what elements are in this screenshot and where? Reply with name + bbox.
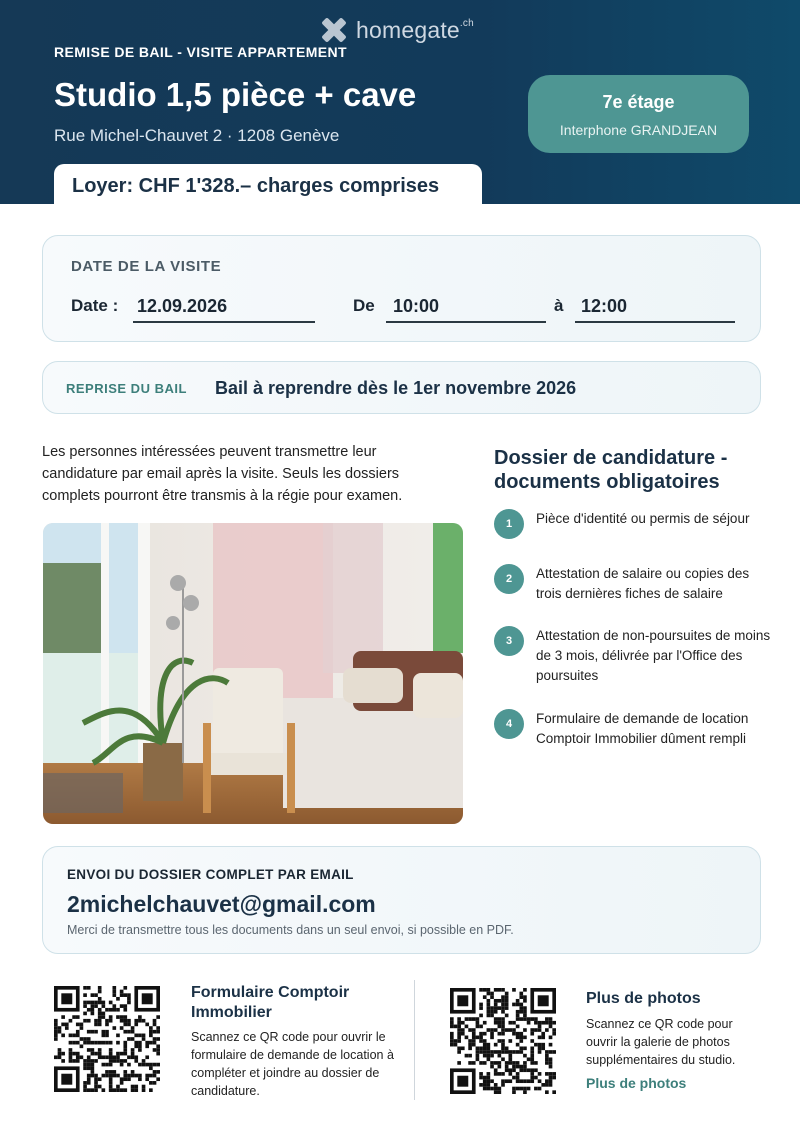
qr-form-text: Scannez ce QR code pour ouvrir le formulaire de demande de location à compléter et joindre au dossier de candidature. [191,1030,394,1098]
date-value: 12.09.2026 [137,296,228,316]
photos-link[interactable]: Plus de photos [586,1075,687,1091]
email-label: ENVOI DU DOSSIER COMPLET PAR EMAIL [67,867,354,882]
dossier-title: Dossier de candidature - documents obligatoires [494,447,728,493]
qr-divider [414,980,415,1100]
document-number-badge: 2 [494,564,524,594]
document-number-badge: 3 [494,626,524,656]
intercom-label: Interphone GRANDJEAN [559,122,718,138]
email-card [42,846,761,954]
visit-date-card [42,235,761,342]
address: Rue Michel-Chauvet 2 · 1208 Genève [54,126,340,145]
from-underline [386,321,546,323]
date-underline [133,321,315,323]
rent-text: Loyer: CHF 1'328.– charges comprises [72,175,440,197]
qr-photos-text: Scannez ce QR code pour ouvrir la galerie de photos supplémentaires du studio. [586,1017,736,1067]
document-text: Pièce d'identité ou permis de séjour [536,511,750,526]
email-address-link[interactable]: 2michelchauvet@gmail.com [67,891,376,917]
reprise-value: Bail à reprendre dès le 1er novembre 2026 [215,378,577,398]
document-number-badge: 4 [494,709,524,739]
qr-form-title: Formulaire Comptoir Immobilier [191,984,350,1021]
qr-code-photos[interactable] [450,988,556,1094]
to-field-label: à [554,296,564,315]
qr-photos-title: Plus de photos [586,990,701,1007]
reprise-card [42,361,761,414]
email-note: Merci de transmettre tous les documents dans un seul envoi, si possible en PDF. [67,923,514,937]
document-text: Attestation de salaire ou copies des trois dernières fiches de salaire [536,566,750,601]
from-value: 10:00 [393,296,440,316]
intro-text: Les personnes intéressées peuvent transmettre leur candidature par email après la visite. Seuls les dossiers complets pourront être transmis à la régie pour examen. [42,444,403,504]
floor-badge [528,75,749,153]
page-title: Studio 1,5 pièce + cave [54,76,417,113]
date-field-label: Date : [71,296,119,315]
homegate-cross-icon [320,16,348,44]
document-text: Attestation de non-poursuites de moins de 3 mois, délivrée par l'Office des poursuites [536,628,771,683]
floor-label: 7e étage [602,92,675,112]
from-field-label: De [353,296,375,315]
to-value: 12:00 [581,296,628,316]
studio-photo-illustration [43,523,463,824]
qr-code-form[interactable] [54,986,160,1092]
homegate-logo [320,14,474,46]
document-number-badge: 1 [494,509,524,539]
logo-text: homegate$^{.ch}$ [356,16,474,43]
studio-photo [43,523,463,824]
page-kicker: REMISE DE BAIL - VISITE APPARTEMENT [54,44,347,60]
reprise-label: REPRISE DU BAIL [66,381,187,396]
rent-card [54,164,482,228]
visit-label: DATE DE LA VISITE [71,258,222,275]
document-text: Formulaire de demande de location Comptoir Immobilier dûment rempli [536,711,749,746]
to-underline [575,321,735,323]
